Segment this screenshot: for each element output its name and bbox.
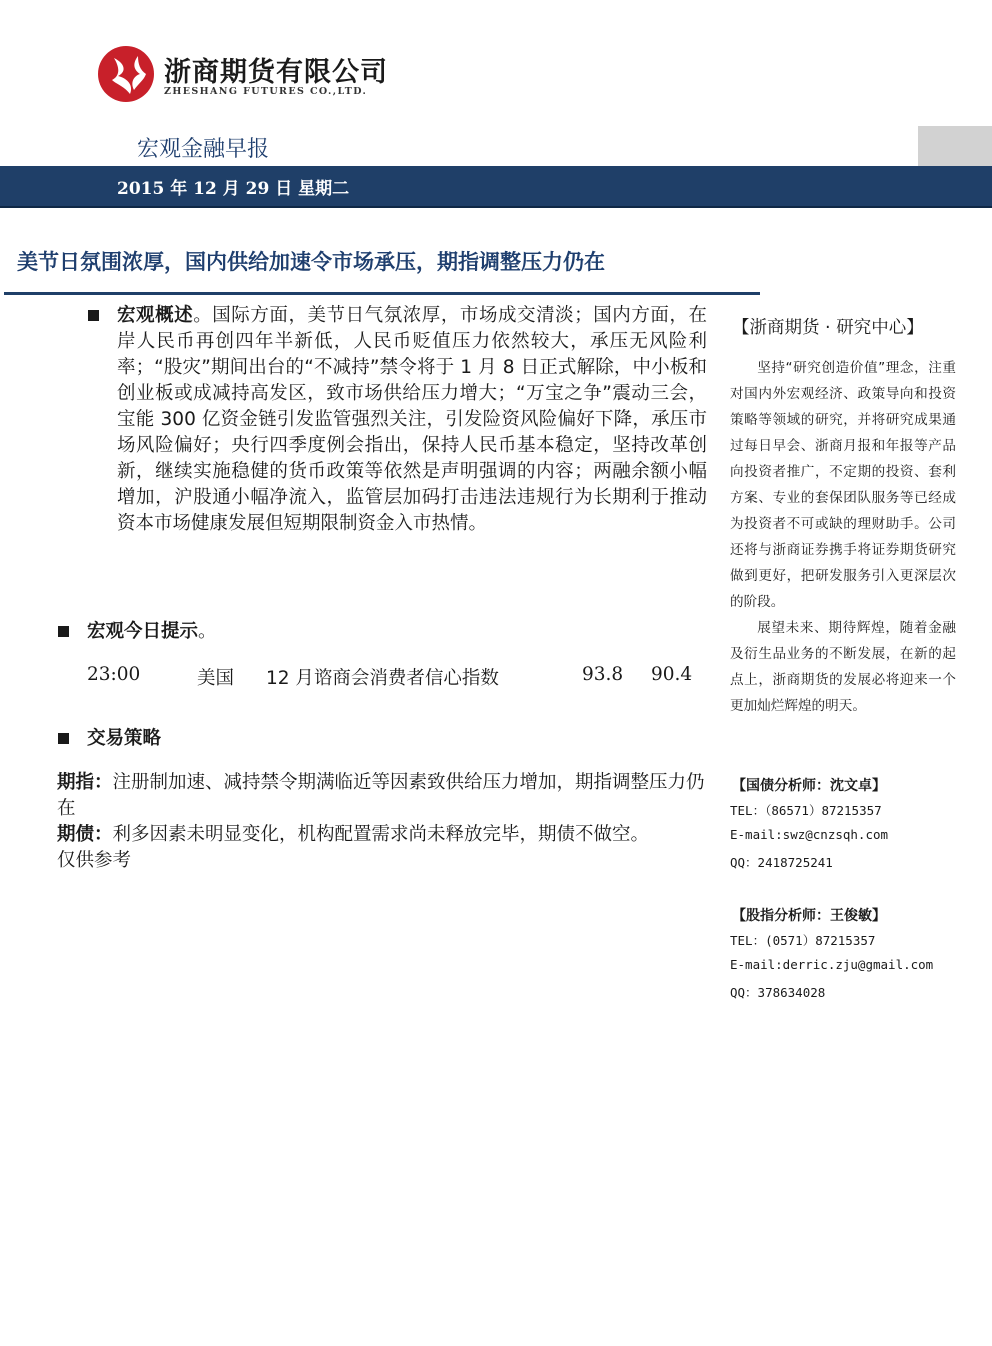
analyst-2-tel: TEL：(0571）87215357 bbox=[730, 933, 876, 948]
strategy-heading: 交易策略 bbox=[87, 728, 162, 749]
analyst-1-qq: QQ：2418725241 bbox=[730, 855, 833, 870]
analyst-1-heading: 【国债分析师：沈文卓】 bbox=[732, 778, 886, 794]
macro-today-heading: 宏观今日提示。 bbox=[87, 621, 217, 642]
sidebar-intro-p2: 展望未来、期待辉煌，随着金融及衍生品业务的不断发展，在新的起点上，浙商期货的发展必将迎来一个更加灿烂辉煌的明天。 bbox=[730, 620, 956, 714]
company-name-cn: 浙商期货有限公司 bbox=[164, 57, 388, 88]
event-forecast-value: 90.4 bbox=[651, 664, 693, 685]
analyst-1-email[interactable]: E-mail:swz@cnzsqh.com bbox=[730, 827, 889, 842]
analyst-1-tel: TEL：（86571）87215357 bbox=[730, 803, 882, 818]
macro-overview-label: 宏观概述 bbox=[117, 305, 194, 326]
headline-divider bbox=[4, 292, 760, 295]
sidebar-title: 【浙商期货 · 研究中心】 bbox=[732, 318, 924, 338]
bullet-square-icon bbox=[58, 733, 69, 744]
headline: 美节日氛围浓厚，国内供给加速令市场承压，期指调整压力仍在 bbox=[17, 250, 605, 274]
company-name-en: ZHESHANG FUTURES CO.,LTD. bbox=[164, 86, 368, 97]
analyst-2-email[interactable]: E-mail:derric.zju@gmail.com bbox=[730, 957, 934, 972]
report-date: 2015 年 12 月 29 日 星期二 bbox=[117, 179, 350, 199]
header-grey-tab bbox=[918, 126, 992, 166]
bullet-square-icon bbox=[88, 310, 99, 321]
strategy-body bbox=[57, 770, 712, 874]
bullet-square-icon bbox=[58, 626, 69, 637]
event-previous-value: 93.8 bbox=[582, 664, 624, 685]
report-type: 宏观金融早报 bbox=[137, 137, 270, 162]
macro-overview bbox=[117, 303, 707, 537]
strategy-disclaimer: 仅供参考 bbox=[57, 850, 132, 871]
event-country: 美国 bbox=[197, 668, 235, 689]
company-logo-icon bbox=[96, 44, 156, 104]
sidebar-intro bbox=[730, 355, 956, 719]
strategy-bond-futures: 期债：利多因素未明显变化，机构配置需求尚未释放完毕，期债不做空。 bbox=[57, 824, 650, 845]
analyst-2-heading: 【股指分析师：王俊敏】 bbox=[732, 908, 886, 924]
analyst-2-qq: QQ：378634028 bbox=[730, 985, 826, 1000]
macro-overview-text: 。国际方面，美节日气氛浓厚，市场成交清淡；国内方面，在岸人民币再创四年半新低，人民币贬值压力依然较大，承压无风险利率；“股灾”期间出台的“不减持”禁令将于 1 月 8 日正式解除，中小板和创业板或成减持高发区，致市场供给压力增大；“万宝之争”震动三会，宝能 300 亿资金链引发监管强烈关注，引发险资风险偏好下降，承压市场风险偏好；央行四季度例会指出，保持人民币基本稳定，坚持改革创新，继续实施稳健的货币政策等依然是声明强调的内容；两融余额小幅增加，沪股通小幅净流入，监管层加码打击违法违规行为长期利于推动资本市场健康发展但短期限制资金入市热情。 bbox=[117, 305, 707, 534]
sidebar-intro-p1: 坚持“研究创造价值”理念，注重对国内外宏观经济、政策导向和投资策略等领域的研究，并将研究成果通过每日早会、浙商月报和年报等产品向投资者推广，不定期的投资、套利方案、专业的套保团队服务等已经成为投资者不可或缺的理财助手。公司还将与浙商证券携手将证券期货研究做到更好，把研发服务引入更深层次的阶段。 bbox=[730, 360, 956, 610]
event-time: 23:00 bbox=[87, 664, 141, 685]
event-name: 12 月谘商会消费者信心指数 bbox=[266, 668, 499, 689]
strategy-futures-index: 期指：注册制加速、减持禁令期满临近等因素致供给压力增加，期指调整压力仍在 bbox=[57, 772, 705, 819]
date-bar bbox=[0, 166, 992, 208]
